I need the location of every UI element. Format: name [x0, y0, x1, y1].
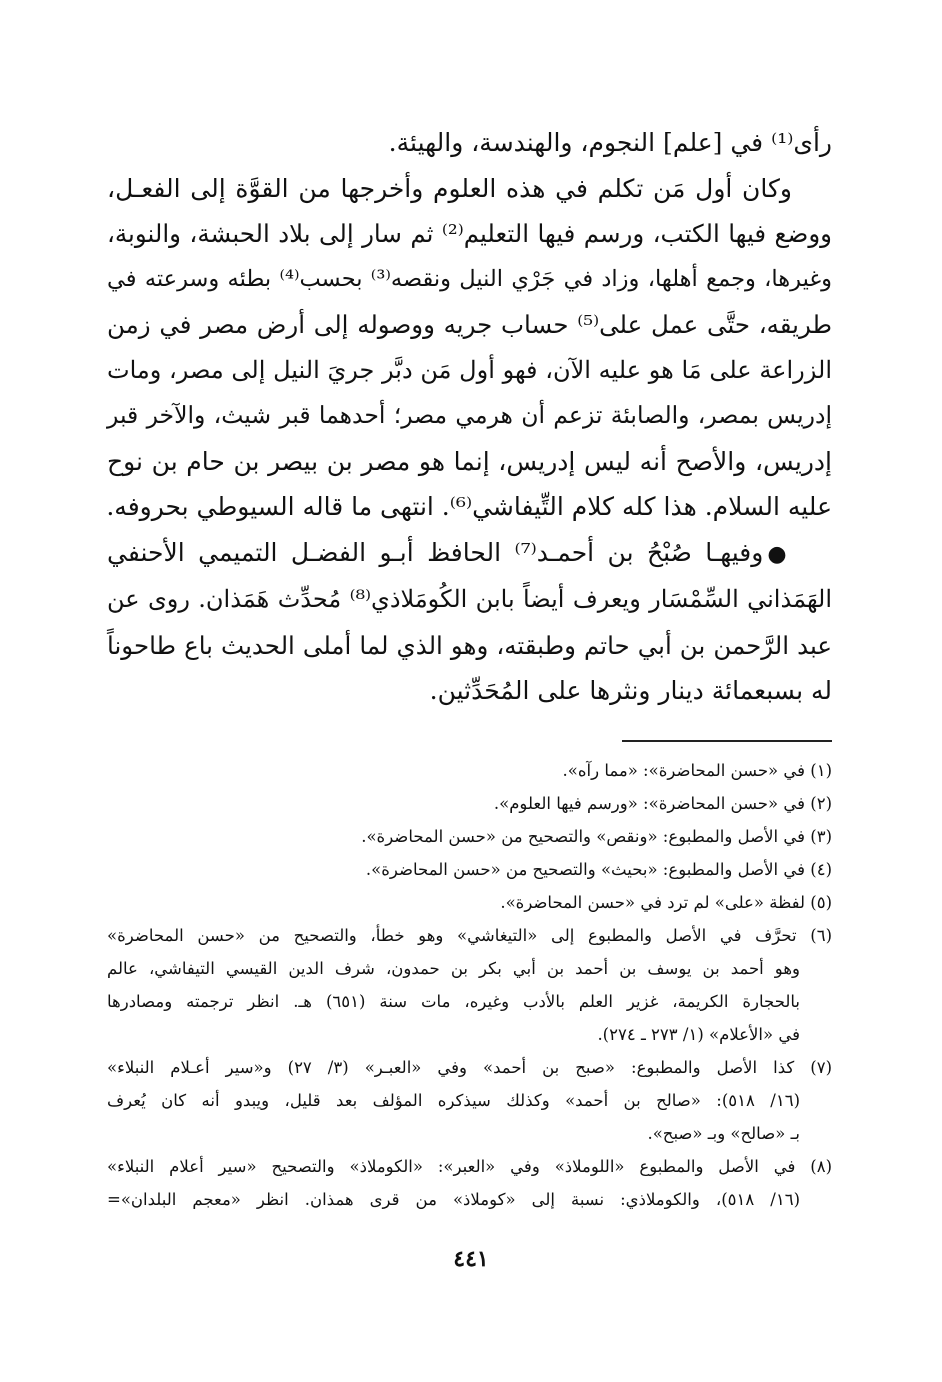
footnote-line: (٦) تحرَّف في الأصل والمطبوع إلى «التيغاشي» وهو خطأ، والتصحيح من «حسن المحاضرة»	[107, 925, 832, 945]
page-number: ٤٤١	[453, 1246, 489, 1272]
text-line: الزراعة على مَا هو عليه الآن، فهو أول مَن دبَّر جريَ النيل إلى مصر، ومات	[107, 355, 832, 384]
footnote-line: (١٦/ ٥١٨)، والكوملاذي: نسبة إلى «كوملاذ» من قرى همذان. انظر «معجم البلدان»=	[107, 1189, 800, 1209]
text-line: إدريس بمصر، والصابئة تزعم أن هرمي مصر؛ أحدهما قبر شيث، والآخر قبر	[107, 401, 832, 429]
footnote-line: (٧) كذا الأصل والمطبوع: «صبح بن أحمد» وفي «العبـر» (٣/ ٢٧) و«سير أعـلام النبلاء»	[107, 1057, 832, 1077]
footnote-line: (٢) في «حسن المحاضرة»: «ورسم فيها العلوم».	[493, 793, 832, 813]
entry-text: وفيهـا صُبْحُ بن أحمـد⁽⁷⁾ الحافظ أبـو الفضـل التميمي الأحنفي	[107, 537, 764, 567]
footnote-line: في «الأعلام» (١/ ٢٧٣ ـ ٢٧٤).	[597, 1024, 800, 1044]
entry-line	[107, 530, 832, 578]
main-text	[107, 120, 832, 714]
text-line: وغيرها، وجمع أهلها، وزاد في جَرْي النيل ونقصه⁽³⁾ بحسب⁽⁴⁾ بطئه وسرعته في	[107, 265, 832, 292]
entry-line: عبد الرَّحمن بن أبي حاتم وطبقته، وهو الذي لما أملى الحديث باع طاحوناً	[107, 630, 832, 660]
footnote-line: وهو أحمد بن يوسف بن أحمد بن أبي بكر بن حمدون، شرف الدين القيسي التيفاشي، عالم	[107, 958, 800, 978]
footnote-line: بـ «صالح» وبـ «صبح».	[647, 1123, 800, 1143]
entry-line: له بسبعمائة دينار ونثرها على المُحَدِّثين.	[429, 676, 832, 705]
page-body	[107, 120, 832, 1216]
footnote-line: (٥) لفظة «على» لم ترد في «حسن المحاضرة».	[500, 892, 832, 912]
text-line: طريقه، حتَّى عمل على⁽⁵⁾ حساب جريه ووصوله إلى أرض مصر في زمن	[107, 310, 832, 339]
footnote-line: (٣) في الأصل والمطبوع: «ونقص» والتصحيح من «حسن المحاضرة».	[361, 826, 832, 846]
text-line: رأى⁽¹⁾ في [علم] النجوم، والهندسة، والهيئة.	[388, 128, 832, 157]
text-line: عليه السلام. هذا كله كلام التِّيفاشي⁽⁶⁾. انتهى ما قاله السيوطي بحروفه.	[106, 492, 832, 521]
footnote-line: (٨) في الأصل والمطبوع «اللوملاذ» وفي «العبر»: «الكوملاذ» والتصحيح «سير أعلام النبلاء»	[107, 1156, 832, 1176]
entry-line: الهَمَذاني السِّمْسَار ويعرف أيضاً بابن الكُومَلاذي⁽⁸⁾ مُحدِّث هَمَذان. روى عن	[107, 585, 832, 613]
bullet-icon: ●	[767, 541, 793, 567]
footnote-line: (١) في «حسن المحاضرة»: «مما رآه».	[562, 760, 832, 780]
text-line: ووضع فيها الكتب، ورسم فيها التعليم⁽²⁾ ثم سار إلى بلاد الحبشة، والنوبة،	[107, 219, 832, 248]
text-line: إدريس، والأصح أنه ليس إدريس، إنما هو مصر بن بيصر بن حام بن نوح	[107, 446, 832, 476]
footnotes	[107, 754, 832, 1216]
footnote-line: بالحجارة الكريمة، غزير العلم بالأدب وغيره، مات سنة (٦٥١) هـ. انظر ترجمته ومصادرها	[107, 991, 800, 1011]
footnote-line: (١٦/ ٥١٨): «صالح بن أحمد» وكذلك سيذكره المؤلف بعد قليل، ويبدو أنه كان يُعرف	[107, 1090, 800, 1110]
text-line: وكان أول مَن تكلم في هذه العلوم وأخرجها من القوَّة إلى الفعـل،	[107, 173, 792, 203]
footnote-divider	[622, 740, 832, 742]
footnote-line: (٤) في الأصل والمطبوع: «بحيث» والتصحيح من «حسن المحاضرة».	[365, 859, 832, 879]
